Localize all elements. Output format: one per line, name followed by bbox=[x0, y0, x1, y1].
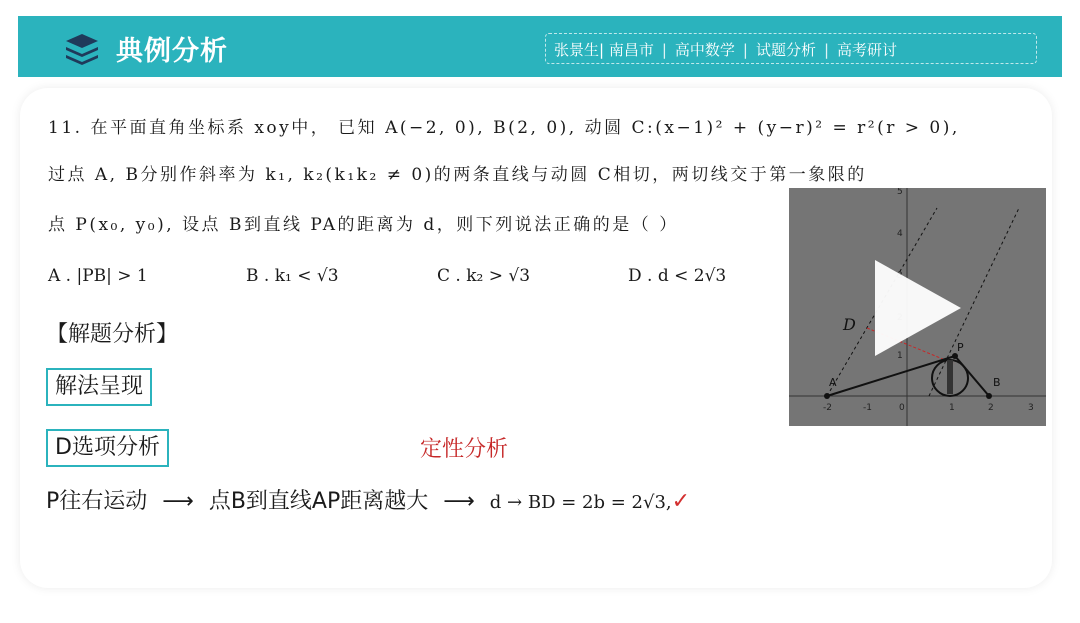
check-mark-icon: ✓ bbox=[671, 489, 691, 514]
y-tick-label: 1 bbox=[897, 351, 903, 361]
x-tick-label: 2 bbox=[988, 403, 994, 413]
x-tick-label: 0 bbox=[899, 403, 905, 413]
video-player[interactable] bbox=[789, 188, 1046, 426]
x-tick-label: 1 bbox=[949, 403, 955, 413]
play-icon[interactable] bbox=[875, 260, 961, 356]
option-a: A . |PB| > 1 bbox=[48, 266, 148, 286]
breadcrumb-item-author: 张景生| 南昌市 bbox=[554, 41, 654, 59]
stack-layers-icon bbox=[62, 28, 102, 68]
question-line-2: 过点 A, B分别作斜率为 k₁, k₂(k₁k₂ ≠ 0)的两条直线与动圆 C相切，两切线交于第一象限的 bbox=[48, 165, 867, 185]
breadcrumb: 张景生| 南昌市 | 高中数学 | 试题分析 | 高考研讨 bbox=[545, 33, 1037, 64]
breadcrumb-item-category: 试题分析 bbox=[755, 41, 816, 59]
label-p: P bbox=[957, 341, 964, 354]
header-bar bbox=[18, 16, 1062, 77]
page-title: 典例分析 bbox=[116, 36, 228, 67]
x-tick-label: -2 bbox=[823, 403, 832, 413]
d-option-box: D选项分析 bbox=[46, 429, 169, 467]
label-d: D bbox=[843, 315, 856, 334]
question-line-1: 11. 在平面直角坐标系 xoy中， 已知 A(−2, 0), B(2, 0), 动圆 C:(x−1)² + (y−r)² = r²(r > 0), bbox=[48, 118, 960, 138]
option-b: B . k₁ < √3 bbox=[246, 266, 339, 286]
conclusion-line bbox=[46, 484, 690, 515]
conclusion-part-2: 点B到直线AP距离越大 bbox=[208, 489, 429, 514]
x-tick-label: 3 bbox=[1028, 403, 1034, 413]
right-arrow-icon: ⟶ bbox=[162, 489, 194, 514]
geometry-diagram bbox=[789, 188, 1046, 426]
qualitative-label: 定性分析 bbox=[420, 437, 509, 462]
right-arrow-icon: ⟶ bbox=[443, 489, 475, 514]
x-tick-label: -1 bbox=[863, 403, 872, 413]
breadcrumb-item-subject: 高中数学 bbox=[674, 41, 735, 59]
analysis-heading: 【解题分析】 bbox=[46, 322, 179, 347]
label-a: A bbox=[829, 376, 837, 389]
method-box: 解法呈现 bbox=[46, 368, 152, 406]
option-c: C . k₂ > √3 bbox=[437, 266, 531, 286]
conclusion-part-1: P往右运动 bbox=[46, 489, 148, 514]
option-d: D . d < 2√3 bbox=[628, 266, 727, 286]
breadcrumb-item-topic: 高考研讨 bbox=[837, 41, 898, 59]
question-line-3: 点 P(x₀, y₀), 设点 B到直线 PA的距离为 d，则下列说法正确的是（ ） bbox=[48, 215, 679, 235]
label-b: B bbox=[993, 376, 1001, 389]
y-tick-label: 5 bbox=[897, 188, 903, 197]
y-tick-label: 4 bbox=[897, 229, 903, 239]
conclusion-part-3: d → BD = 2b = 2√3, bbox=[489, 492, 672, 513]
